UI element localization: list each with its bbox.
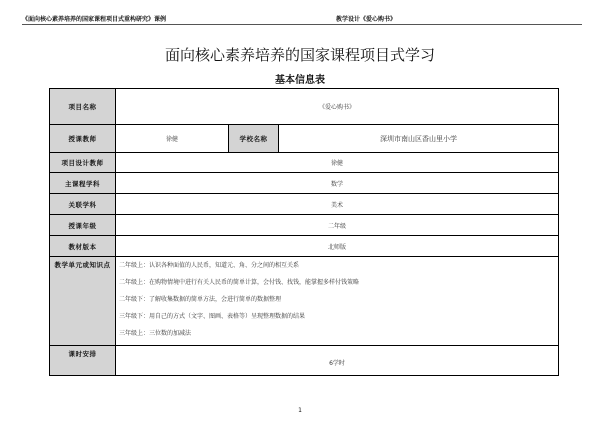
- document-header-left: 《面向核心素养培养的国家课程项目式重构研究》课例: [22, 16, 167, 23]
- row-related-subject: [50, 194, 559, 215]
- edition-label: 教材版本: [50, 236, 116, 257]
- designer-label: 项目设计教师: [50, 153, 116, 173]
- page-number: 1: [298, 407, 302, 414]
- designer-value: 徐健: [116, 153, 559, 173]
- units-value: [116, 257, 559, 346]
- row-designer: [50, 153, 559, 173]
- row-grade: [50, 215, 559, 236]
- grade-label: 授课年级: [50, 215, 116, 236]
- document-header-right: 教学设计《爱心购书》: [336, 16, 397, 23]
- hours-value: 6学时: [116, 346, 559, 376]
- main-subject-label: 主课程学科: [50, 173, 116, 194]
- project-name-value: 《爱心购书》: [116, 89, 559, 125]
- school-label: 学校名称: [229, 125, 279, 153]
- grade-value: 二年级: [116, 215, 559, 236]
- header-divider: [22, 24, 582, 25]
- related-subject-value: 美术: [116, 194, 559, 215]
- main-subject-value: 数学: [116, 173, 559, 194]
- unit-item: 二年级上：认识各种面值的人民币，知道元、角、分之间的相互关系: [119, 262, 300, 269]
- edition-value: 北师版: [116, 236, 559, 257]
- row-project-name: [50, 89, 559, 125]
- row-teacher: [50, 125, 559, 153]
- hours-label: 课时安排: [50, 346, 116, 376]
- basic-info-table: [49, 88, 559, 376]
- row-hours: [50, 346, 559, 376]
- table-title: 基本信息表: [275, 75, 325, 86]
- unit-item: 三年级上：三位数的加减法: [119, 330, 192, 337]
- school-value: 深圳市南山区香山里小学: [279, 125, 559, 153]
- project-name-label: 项目名称: [50, 89, 116, 125]
- row-edition: [50, 236, 559, 257]
- related-subject-label: 关联学科: [50, 194, 116, 215]
- unit-item: 二年级上：在购物情境中进行有关人民币的简单计算，会付钱、找钱，能掌握多样付钱策略: [119, 279, 360, 286]
- unit-item: 三年级下：用自己的方式（文字、图画、表格等）呈现整理数据的结果: [119, 313, 306, 320]
- teacher-label: 授课教师: [50, 125, 116, 153]
- page-title: 面向核心素养培养的国家课程项目式学习: [164, 46, 435, 64]
- unit-item: 二年级下：了解收集数据的简单方法，会进行简单的数据整理: [119, 296, 282, 303]
- units-label: 教学单元或知识点: [50, 257, 116, 346]
- teacher-value: 徐健: [116, 125, 229, 153]
- row-main-subject: [50, 173, 559, 194]
- row-units: [50, 257, 559, 346]
